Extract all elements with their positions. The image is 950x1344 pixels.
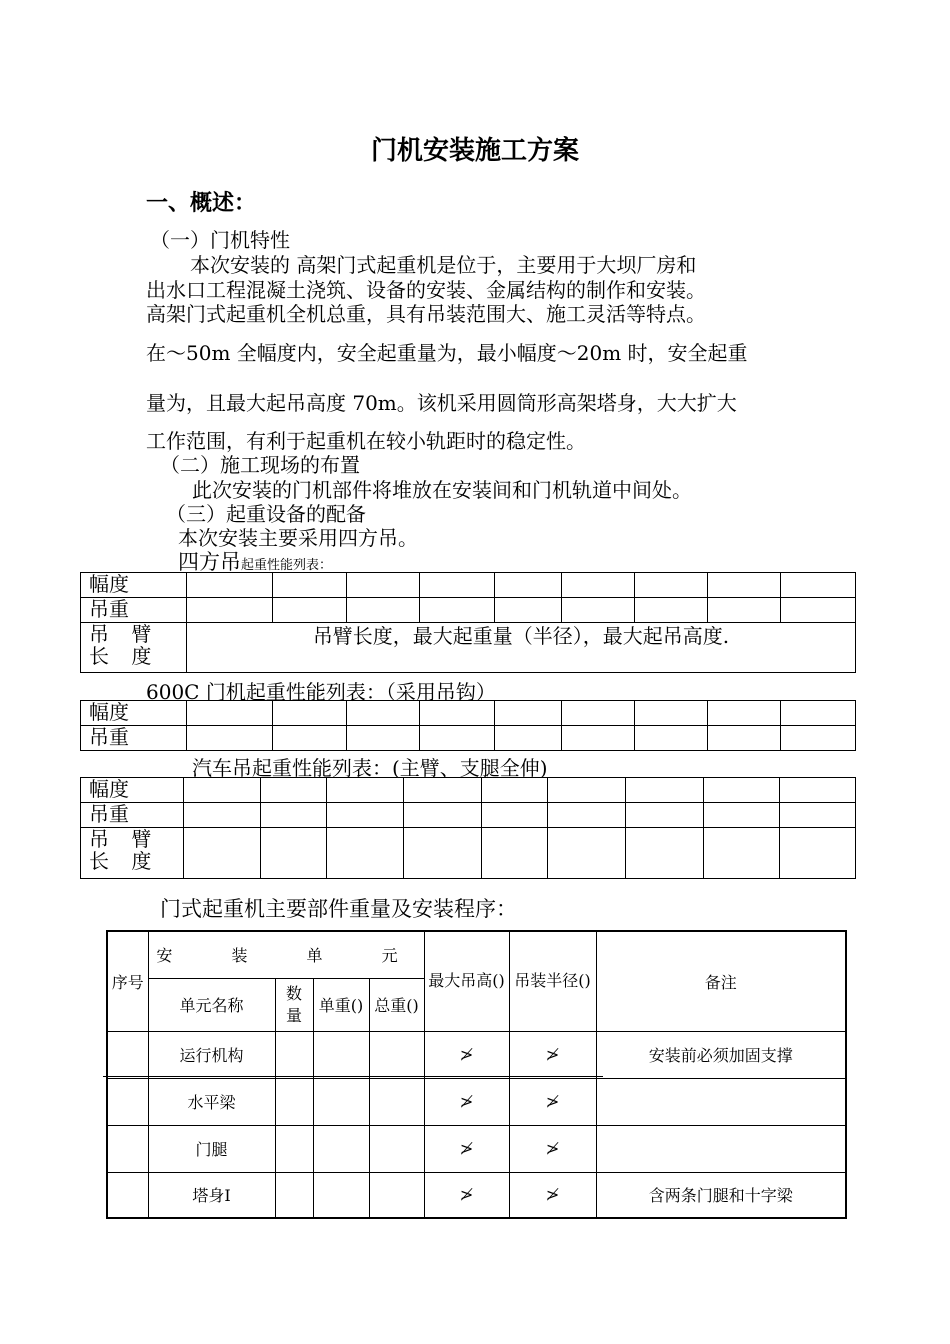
cell — [261, 803, 327, 828]
table2-caption: 600C 门机起重性能列表：（采用吊钩） — [146, 680, 496, 704]
not-greater-than-mark: ≯ — [424, 1078, 509, 1125]
row-label-amplitude: 幅度 — [81, 573, 187, 598]
cell-unit-name: 运行机构 — [148, 1031, 275, 1078]
cell — [184, 828, 261, 879]
cell — [275, 1031, 313, 1078]
cell — [704, 803, 780, 828]
cell — [275, 1078, 313, 1125]
not-greater-than-mark: ≯ — [509, 1172, 596, 1218]
cell — [369, 1031, 424, 1078]
cell — [313, 1172, 369, 1218]
cell — [261, 778, 327, 803]
row-label-boom-length: 吊 臂 长 度 — [81, 828, 184, 879]
subheading-crane-features: （一）门机特性 — [150, 228, 290, 252]
cell — [275, 1125, 313, 1172]
table-row — [107, 1031, 846, 1078]
cell — [495, 701, 562, 726]
cell — [781, 701, 856, 726]
cell — [184, 778, 261, 803]
not-greater-than-mark: ≯ — [424, 1172, 509, 1218]
table-600c-crane — [80, 700, 856, 751]
paragraph-line: 工作范围，有利于起重机在较小轨距时的稳定性。 — [146, 429, 586, 453]
header-seq: 序号 — [107, 931, 148, 1031]
cell — [347, 573, 420, 598]
cell-note: 安装前必须加固支撑 — [596, 1031, 846, 1078]
row-label-amplitude: 幅度 — [81, 778, 184, 803]
subheading-lifting-equipment: （三）起重设备的配备 — [166, 502, 366, 526]
cell — [187, 726, 273, 751]
cell — [369, 1172, 424, 1218]
cell — [562, 701, 635, 726]
paragraph-line: 量为，且最大起吊高度 70m。该机采用圆筒形高架塔身，大大扩大 — [146, 391, 737, 415]
cell — [626, 803, 704, 828]
cell — [420, 726, 495, 751]
cell — [635, 573, 708, 598]
cell — [626, 828, 704, 879]
row-label-load: 吊重 — [81, 726, 187, 751]
cell — [548, 803, 626, 828]
cell-unit-name: 水平梁 — [148, 1078, 275, 1125]
cell — [708, 598, 781, 623]
header-unit-name: 单元名称 — [148, 978, 275, 1031]
cell-seq — [107, 1078, 148, 1125]
cell — [404, 778, 482, 803]
cell — [780, 803, 856, 828]
cell — [275, 1172, 313, 1218]
table-components-installation — [106, 930, 847, 1219]
cell — [781, 726, 856, 751]
header-radius: 吊装半径() — [509, 931, 596, 1031]
table-row — [107, 1172, 846, 1218]
cell — [404, 828, 482, 879]
cell-unit-name: 塔身Ⅰ — [148, 1172, 275, 1218]
cell-seq — [107, 1172, 148, 1218]
cell — [273, 726, 347, 751]
cell-note: 含两条门腿和十字梁 — [596, 1172, 846, 1218]
cell — [482, 828, 548, 879]
cell — [635, 598, 708, 623]
cell — [420, 573, 495, 598]
header-qty: 数量 — [275, 978, 313, 1031]
cell — [313, 1031, 369, 1078]
cell — [327, 778, 404, 803]
paragraph-site-layout: 此次安装的门机部件将堆放在安装间和门机轨道中间处。 — [192, 478, 692, 502]
cell — [708, 726, 781, 751]
cell — [562, 598, 635, 623]
cell — [369, 1078, 424, 1125]
boom-length-merged-cell: 吊臂长度，最大起重量（半径），最大起吊高度. — [187, 623, 856, 673]
cell — [273, 701, 347, 726]
cell — [495, 726, 562, 751]
table1-caption-main: 四方吊 — [178, 550, 241, 574]
table-row — [107, 1125, 846, 1172]
paragraph-line: 本次安装的 高架门式起重机是位于，主要用于大坝厂房和 — [190, 253, 697, 277]
stray-divider-line — [103, 1076, 603, 1077]
cell — [708, 701, 781, 726]
cell — [347, 701, 420, 726]
cell-unit-name: 门腿 — [148, 1125, 275, 1172]
cell — [626, 778, 704, 803]
page-title: 门机安装施工方案 — [370, 136, 579, 166]
cell — [780, 778, 856, 803]
not-greater-than-mark: ≯ — [509, 1125, 596, 1172]
cell — [548, 778, 626, 803]
cell — [482, 778, 548, 803]
not-greater-than-mark: ≯ — [424, 1125, 509, 1172]
cell-seq — [107, 1125, 148, 1172]
cell — [273, 573, 347, 598]
paragraph-line: 出水口工程混凝土浇筑、设备的安装、金属结构的制作和安装。 — [146, 278, 706, 302]
cell — [273, 598, 347, 623]
row-label-amplitude: 幅度 — [81, 701, 187, 726]
header-unit-weight: 单重() — [313, 978, 369, 1031]
cell — [562, 726, 635, 751]
cell — [781, 573, 856, 598]
cell — [327, 803, 404, 828]
cell — [635, 701, 708, 726]
cell-seq — [107, 1031, 148, 1078]
paragraph-line: 高架门式起重机全机总重，具有吊装范围大、施工灵活等特点。 — [146, 302, 706, 326]
section-heading-overview: 一、概述： — [146, 191, 257, 216]
cell — [261, 828, 327, 879]
cell — [313, 1125, 369, 1172]
cell — [781, 598, 856, 623]
not-greater-than-mark: ≯ — [509, 1031, 596, 1078]
cell — [369, 1125, 424, 1172]
header-install-unit: 安 装 单 元 — [148, 931, 424, 978]
not-greater-than-mark: ≯ — [424, 1031, 509, 1078]
table1-caption-small: 起重性能列表： — [241, 558, 333, 573]
cell-note — [596, 1125, 846, 1172]
table-row — [107, 1078, 846, 1125]
cell — [495, 598, 562, 623]
cell — [704, 778, 780, 803]
cell — [780, 828, 856, 879]
main-table-heading: 门式起重机主要部件重量及安装程序： — [160, 897, 517, 921]
cell — [420, 701, 495, 726]
cell — [562, 573, 635, 598]
header-max-height: 最大吊高() — [424, 931, 509, 1031]
cell — [482, 803, 548, 828]
subheading-site-layout: （二）施工现场的布置 — [160, 453, 360, 477]
cell — [704, 828, 780, 879]
paragraph-line: 在～50m 全幅度内，安全起重量为，最小幅度～20m 时，安全起重 — [146, 341, 748, 365]
cell — [184, 803, 261, 828]
cell — [635, 726, 708, 751]
cell-note — [596, 1078, 846, 1125]
row-label-load: 吊重 — [81, 803, 184, 828]
not-greater-than-mark: ≯ — [509, 1078, 596, 1125]
cell — [420, 598, 495, 623]
cell — [347, 726, 420, 751]
header-note: 备注 — [596, 931, 846, 1031]
cell — [495, 573, 562, 598]
table-four-way-crane — [80, 572, 856, 673]
row-label-boom-length: 吊 臂 长 度 — [81, 623, 187, 673]
cell — [708, 573, 781, 598]
cell — [548, 828, 626, 879]
cell — [187, 573, 273, 598]
cell — [347, 598, 420, 623]
table-truck-crane — [80, 777, 856, 879]
header-total-weight: 总重() — [369, 978, 424, 1031]
cell — [327, 828, 404, 879]
cell — [404, 803, 482, 828]
cell — [187, 701, 273, 726]
row-label-load: 吊重 — [81, 598, 187, 623]
table3-caption: 汽车吊起重性能列表：(主臂、支腿全伸) — [192, 756, 548, 780]
cell — [313, 1078, 369, 1125]
cell — [187, 598, 273, 623]
paragraph-lifting-equipment: 本次安装主要采用四方吊。 — [178, 526, 418, 550]
